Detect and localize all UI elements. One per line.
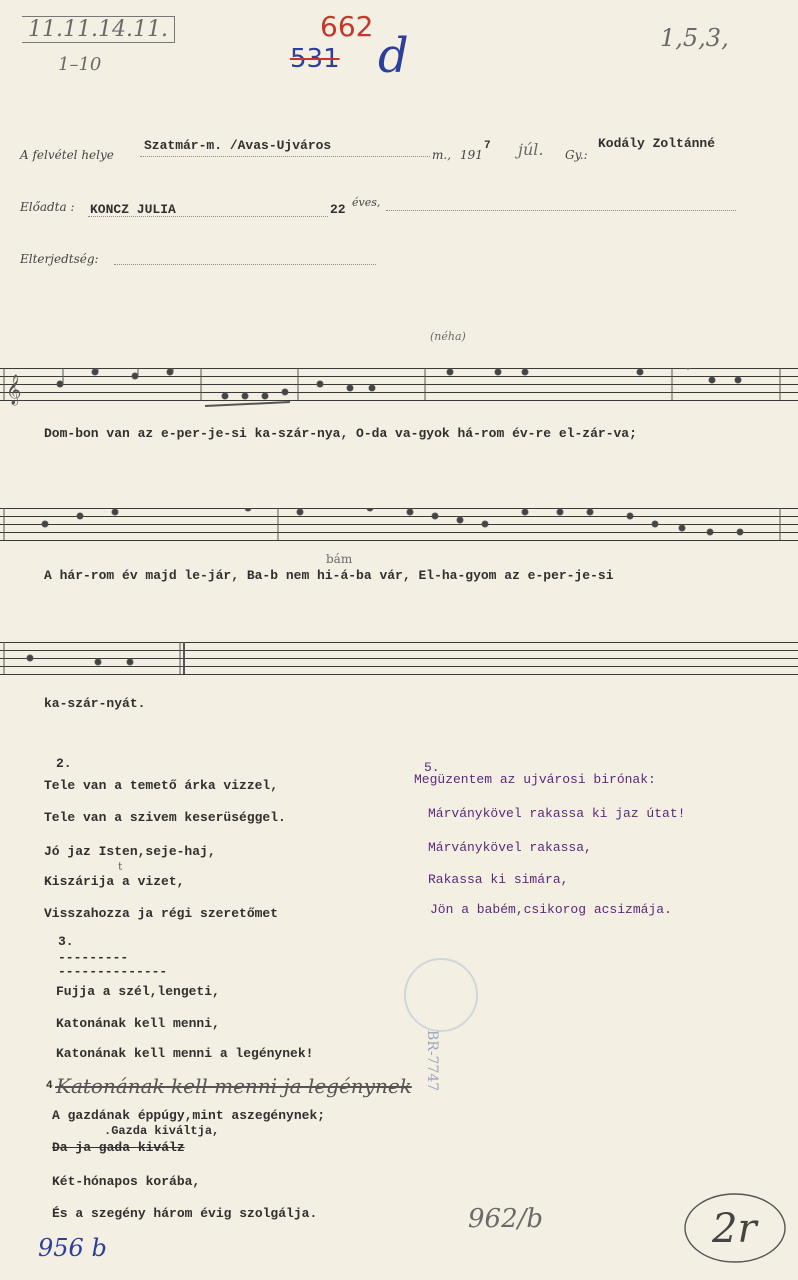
age-underline <box>386 210 736 211</box>
stanza-3-line-2: Katonának kell menni, <box>56 1016 220 1031</box>
stanza-4-handwritten: Katonának kell menni ja legénynek <box>56 1074 412 1098</box>
stanza-4-number: 4. <box>46 1080 60 1092</box>
stanza-2-line-5: Visszahozza ja régi szeretőmet <box>44 906 279 921</box>
performer-underline <box>88 216 328 217</box>
stanza-3-dashes-2: -------------- <box>58 964 168 979</box>
archive-ref: 11.11.14.11. <box>22 16 175 43</box>
stanza-4-line-3: Két-hónapos korába, <box>52 1174 201 1189</box>
place-value: Szatmár-m. /Avas-Ujváros <box>144 138 332 153</box>
library-stamp <box>404 958 478 1032</box>
spread-underline <box>114 264 376 265</box>
catalog-suffix: d <box>378 28 409 84</box>
stanza-5-line-5: Jön a babém,csikorog acsizmája. <box>430 902 672 917</box>
music-staff-2 <box>0 508 798 548</box>
stanza-2-correction: t <box>118 860 123 873</box>
county-suffix: m., <box>432 148 452 162</box>
staff-1-notes <box>0 368 798 408</box>
stanza-4-line-4: És a szegény három évig szolgálja. <box>52 1206 318 1221</box>
stanza-2-line-3: Jó jaz Isten,seje-haj, <box>44 844 216 859</box>
stanza-2-number: 2. <box>56 756 72 771</box>
stanza-5-number: 5. <box>424 760 440 775</box>
year-prefix: 191 <box>460 148 483 162</box>
stanza-4-line-1: A gazdának éppúgy,mint aszegénynek; <box>52 1108 326 1123</box>
staff-2-notes <box>0 508 798 548</box>
stanza-3-line-1: Fujja a szél,lengeti, <box>56 984 220 999</box>
stanza-4-insert: .Gazda kiváltja, <box>104 1124 220 1138</box>
right-mark: 2r <box>712 1206 757 1252</box>
corner-code: 1,5,3, <box>660 24 729 52</box>
stanza-3-line-3: Katonának kell menni a legénynek! <box>56 1046 314 1061</box>
archive-range: 1–10 <box>58 54 102 75</box>
stanza-4-line-2: Da ja gada kiválz <box>52 1140 185 1155</box>
age-value: 22 <box>330 202 346 217</box>
left-number: 956 b <box>38 1234 107 1262</box>
stanza-3-number: 3. <box>58 934 74 949</box>
month: júl. <box>518 140 544 159</box>
staff-3-notes <box>0 642 798 682</box>
lyric-line-2: A hár-rom év majd le-jár, Ba-b nem hi-á-ba vár, El-ha-gyom az e-per-je-si <box>44 568 614 583</box>
stanza-5-line-1: Megüzentem az ujvárosi birónak: <box>414 772 656 787</box>
place-underline <box>140 156 430 157</box>
year-digit: 7 <box>484 140 491 152</box>
svg-text:𝄞: 𝄞 <box>6 376 22 406</box>
stanza-2-line-1: Tele van a temető árka vizzel, <box>44 778 279 793</box>
stanza-5-line-2: Márványkövel rakassa ki jaz útat! <box>428 806 686 821</box>
lyric-line-1: Dom-bon van az e-per-je-si ka-szár-nya, O-da va-gyok há-rom év-re el-zár-va; <box>44 426 637 441</box>
music-staff-1 <box>0 368 798 408</box>
catalog-number-struck: 531 <box>290 44 340 74</box>
performer-label: Előadta : <box>20 200 75 214</box>
stanza-5-line-3: Márványkövel rakassa, <box>428 840 592 855</box>
age-label: éves, <box>352 196 381 209</box>
music-annotation: (néha) <box>430 330 466 343</box>
stamp-text: BR-7747 <box>424 1030 440 1092</box>
catalog-number-red: 662 <box>320 10 374 43</box>
stanza-2-line-4: Kiszárija a vizet, <box>44 874 185 889</box>
stanza-5-line-4: Rakassa ki simára, <box>428 872 569 887</box>
collector-label: Gy.: <box>565 148 588 162</box>
music-staff-3 <box>0 642 798 682</box>
lyric-line-3: ka-szár-nyát. <box>44 696 146 711</box>
center-number: 962/b <box>468 1204 544 1234</box>
correction-bam: bám <box>326 552 353 566</box>
stanza-2-line-2: Tele van a szivem keserüséggel. <box>44 810 286 825</box>
spread-label: Elterjedtség: <box>20 252 99 266</box>
right-mark-circle <box>680 1188 790 1268</box>
place-label: A felvétel helye <box>20 148 114 162</box>
stanza-3-dashes-1: --------- <box>58 950 129 965</box>
collector-value: Kodály Zoltánné <box>598 136 716 151</box>
performer-value: KONCZ JULIA <box>90 202 176 217</box>
